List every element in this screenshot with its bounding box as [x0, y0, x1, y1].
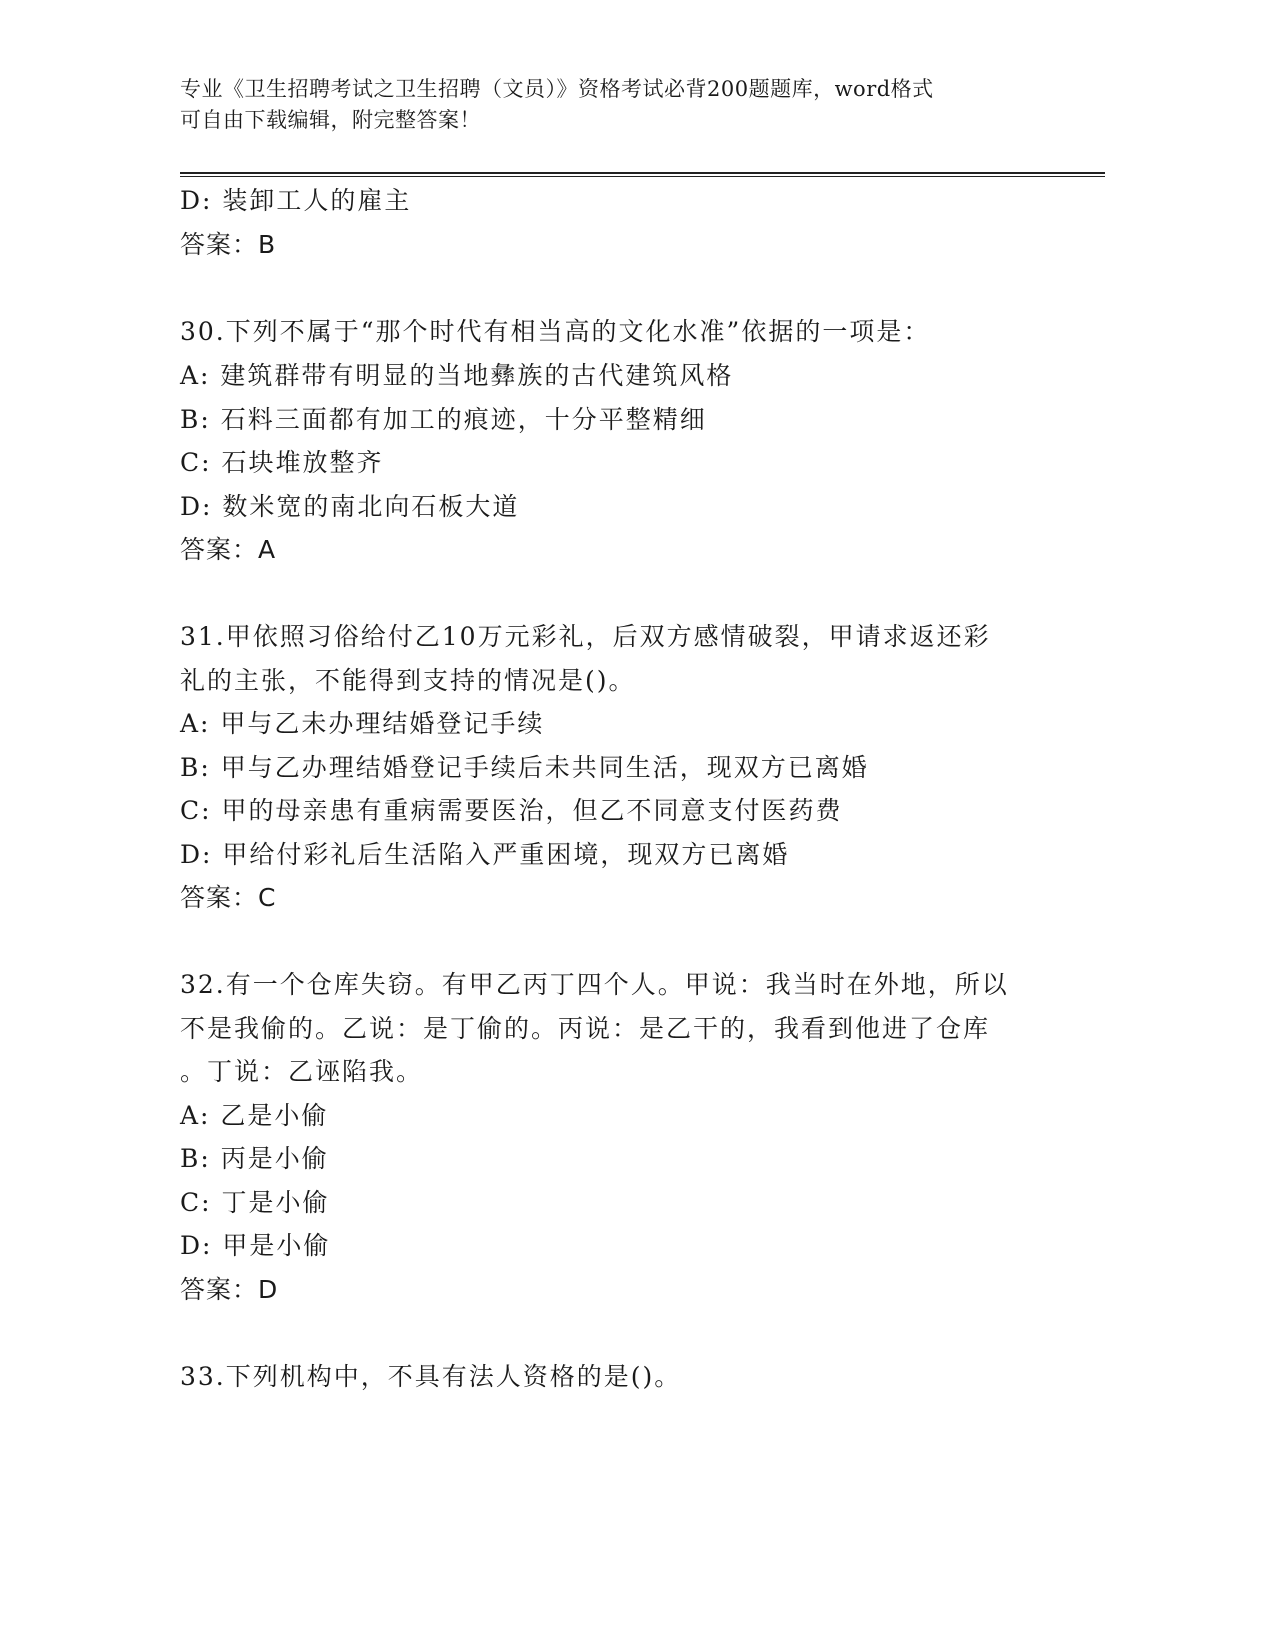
q32-option-a: A: 乙是小偷 [180, 1101, 329, 1130]
q31-stem-line-2: 礼的主张，不能得到支持的情况是()。 [180, 666, 636, 695]
q30-stem: 30.下列不属于“那个时代有相当高的文化水准”依据的一项是： [180, 317, 931, 346]
q30-option-b: B: 石料三面都有加工的痕迹，十分平整精细 [180, 405, 707, 434]
q32-answer: 答案：D [180, 1275, 279, 1304]
header-divider [180, 172, 1105, 177]
q32-stem-line-2: 不是我偷的。乙说：是丁偷的。丙说：是乙干的，我看到他进了仓库 [180, 1014, 991, 1043]
q32-option-b: B: 丙是小偷 [180, 1144, 329, 1173]
q30-answer: 答案：A [180, 535, 277, 564]
q30-option-c: C: 石块堆放整齐 [180, 448, 384, 477]
q33-stem: 33.下列机构中，不具有法人资格的是()。 [180, 1362, 682, 1391]
q32-stem-line-1: 32.有一个仓库失窃。有甲乙丙丁四个人。甲说：我当时在外地，所以 [180, 970, 1009, 999]
q31-option-a: A: 甲与乙未办理结婚登记手续 [180, 709, 545, 738]
header-line-1: 专业《卫生招聘考试之卫生招聘（文员）》资格考试必背200题题库，word格式 [180, 77, 934, 101]
q30-option-a: A: 建筑群带有明显的当地彝族的古代建筑风格 [180, 361, 734, 390]
q31-stem-line-1: 31.甲依照习俗给付乙10万元彩礼，后双方感情破裂，甲请求返还彩 [180, 622, 991, 651]
q32-option-d: D: 甲是小偷 [180, 1231, 331, 1260]
q32-option-c: C: 丁是小偷 [180, 1188, 330, 1217]
header-line-2: 可自由下载编辑，附完整答案！ [180, 108, 481, 132]
q31-option-d: D: 甲给付彩礼后生活陷入严重困境，现双方已离婚 [180, 840, 790, 869]
prev-option-d: D: 装卸工人的雇主 [180, 186, 412, 215]
q32-stem-line-3: 。丁说：乙诬陷我。 [180, 1057, 424, 1086]
prev-answer: 答案：B [180, 230, 277, 259]
page-header [180, 74, 1060, 136]
q31-option-c: C: 甲的母亲患有重病需要医治，但乙不同意支付医药费 [180, 796, 843, 825]
q31-answer: 答案：C [180, 883, 277, 912]
q31-option-b: B: 甲与乙办理结婚登记手续后未共同生活，现双方已离婚 [180, 753, 869, 782]
q30-option-d: D: 数米宽的南北向石板大道 [180, 492, 520, 521]
